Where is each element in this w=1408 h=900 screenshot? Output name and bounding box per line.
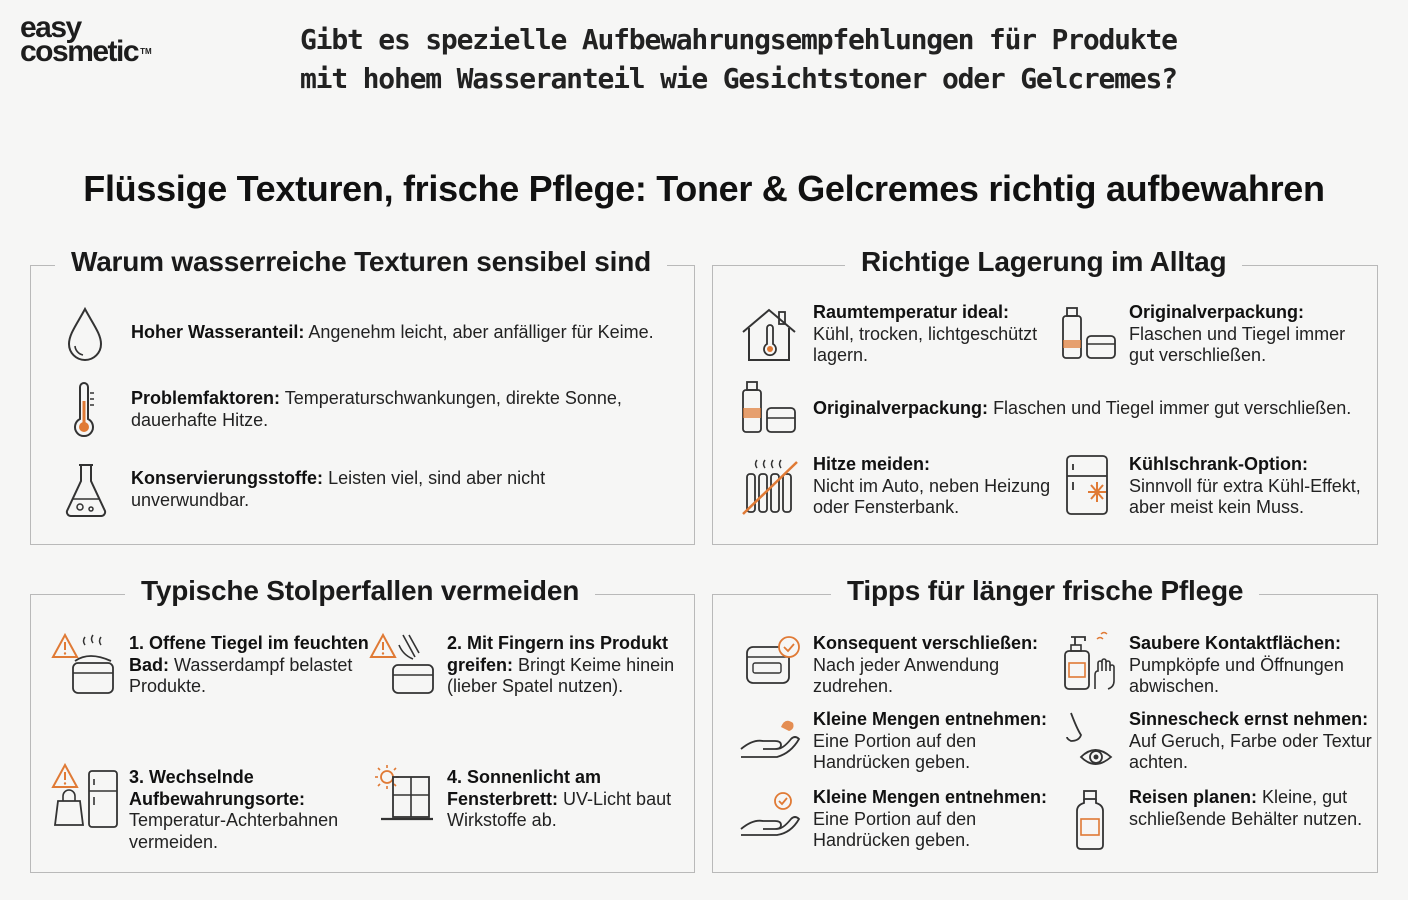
storage-item-room-temp <box>813 302 1053 367</box>
tip-item-text: Eine Portion auf den Handrücken geben. <box>813 808 977 850</box>
thermometer-icon <box>71 381 97 441</box>
why-item-water <box>131 322 691 344</box>
house-thermometer-icon <box>739 304 799 364</box>
question-line-1: Gibt es spezielle Aufbewahrungsempfehlungen für Produkte <box>300 23 1177 56</box>
storage-item-label: Hitze meiden: <box>813 454 931 474</box>
storage-item-packaging-2 <box>813 398 1373 420</box>
panel-pitfalls-title: Typische Stolperfallen vermeiden <box>125 575 595 607</box>
storage-item-label: Originalverpackung: <box>813 398 989 418</box>
storage-item-text: Flaschen und Tiegel immer gut verschließen. <box>1129 323 1346 365</box>
why-item-preservatives <box>131 468 591 511</box>
tip-item-senses <box>1129 709 1379 774</box>
brand-line-1: easy <box>20 11 81 44</box>
no-heater-icon <box>739 456 799 518</box>
tip-item-text: Auf Geruch, Farbe oder Textur achten. <box>1129 730 1372 772</box>
why-item-label: Hoher Wasseranteil: <box>131 322 305 342</box>
pitfall-item-label: 1. Offene Tiegel im feuchten Bad: <box>129 633 369 675</box>
pitfall-item-sunlight <box>447 767 687 832</box>
tip-item-text: Kleine, gut schließende Behälter nutzen. <box>1129 787 1363 829</box>
pump-hand-icon <box>1061 631 1119 693</box>
pitfall-item-text: UV-Licht baut Wirkstoffe ab. <box>447 788 672 830</box>
tip-item-text: Nach jeder Anwendung zudrehen. <box>813 654 1000 696</box>
sun-window-icon <box>373 763 435 825</box>
warning-finger-jar-icon <box>369 631 439 697</box>
bottle-jar-icon <box>739 378 799 436</box>
panel-storage <box>712 246 1378 545</box>
fridge-snowflake-icon <box>1063 454 1113 518</box>
panel-pitfalls <box>30 575 695 873</box>
tip-item-label: Reisen planen: <box>1129 787 1258 807</box>
tip-item-text: Pumpköpfe und Öffnungen abwischen. <box>1129 654 1344 696</box>
tip-item-label: Kleine Mengen entnehmen: <box>813 709 1048 729</box>
warning-open-jar-icon <box>51 631 121 697</box>
pitfall-item-label: 4. Sonnenlicht am Fensterbrett: <box>447 767 602 809</box>
pitfall-item-text: Wasserdampf belastet Produkte. <box>129 654 353 696</box>
travel-bottle-icon <box>1075 789 1105 851</box>
storage-item-text: Flaschen und Tiegel immer gut verschließen. <box>993 398 1352 418</box>
why-item-text: Angenehm leicht, aber anfälliger für Keime. <box>308 322 654 342</box>
question <box>300 20 1300 98</box>
tip-item-label: Sinnescheck ernst nehmen: <box>1129 709 1369 729</box>
storage-item-label: Originalverpackung: <box>1129 302 1305 322</box>
why-item-text: Leisten viel, sind aber nicht unverwundbar. <box>131 468 546 510</box>
storage-item-text: Sinnvoll für extra Kühl-Effekt, aber meist kein Muss. <box>1129 475 1361 517</box>
nose-eye-icon <box>1059 709 1125 771</box>
page-title: Flüssige Texturen, frische Pflege: Toner & Gelcremes richtig aufbewahren <box>83 168 1325 209</box>
tip-item-close <box>813 633 1053 698</box>
brand-logo <box>20 11 152 68</box>
pitfall-item-locations <box>129 767 369 853</box>
hand-cream-icon <box>739 713 803 759</box>
pitfall-item-text: Bringt Keime hinein (lieber Spatel nutzen). <box>447 654 675 696</box>
storage-item-heat <box>813 454 1053 519</box>
why-item-text: Temperaturschwankungen, direkte Sonne, dauerhafte Hitze. <box>131 388 622 430</box>
panel-tips <box>712 575 1378 873</box>
tip-item-label: Saubere Kontaktflächen: <box>1129 633 1342 653</box>
panel-storage-title: Richtige Lagerung im Alltag <box>845 246 1242 278</box>
question-line-2: mit hohem Wasseranteil wie Gesichtstoner oder Gelcremes? <box>300 62 1177 95</box>
why-item-label: Problemfaktoren: <box>131 388 281 408</box>
pitfall-item-label: 2. Mit Fingern ins Produkt greifen: <box>447 633 669 675</box>
pitfall-item-text: Temperatur-Achterbahnen vermeiden. <box>129 810 339 852</box>
storage-item-text: Kühl, trocken, lichtgeschützt lagern. <box>813 323 1038 365</box>
pitfall-item-label: 3. Wechselnde Aufbewahrungsorte: <box>129 767 306 809</box>
tip-item-text: Eine Portion auf den Handrücken geben. <box>813 730 977 772</box>
pitfall-item-fingers <box>447 633 687 698</box>
tip-item-clean <box>1129 633 1369 698</box>
tip-item-small-amounts-2 <box>813 787 1063 852</box>
bottle-jar-icon <box>1059 304 1119 362</box>
tip-item-travel <box>1129 787 1369 830</box>
storage-item-label: Raumtemperatur ideal: <box>813 302 1010 322</box>
tip-item-label: Kleine Mengen entnehmen: <box>813 787 1048 807</box>
pitfall-item-open-jar <box>129 633 369 698</box>
storage-item-fridge <box>1129 454 1369 519</box>
panel-why <box>30 246 695 545</box>
water-drop-icon <box>65 306 105 362</box>
trademark: TM <box>140 47 152 56</box>
panel-tips-title: Tipps für länger frische Pflege <box>831 575 1259 607</box>
storage-item-packaging-1 <box>1129 302 1369 367</box>
warning-bag-fridge-icon <box>51 763 121 831</box>
storage-item-label: Kühlschrank-Option: <box>1129 454 1308 474</box>
storage-item-text: Nicht im Auto, neben Heizung oder Fensterbank. <box>813 475 1051 517</box>
tip-item-label: Konsequent verschließen: <box>813 633 1039 653</box>
tip-item-small-amounts-1 <box>813 709 1063 774</box>
jar-check-icon <box>743 633 803 689</box>
why-item-label: Konservierungsstoffe: <box>131 468 324 488</box>
hand-check-icon <box>739 791 803 837</box>
why-item-factors <box>131 388 671 431</box>
brand-line-2: cosmetic <box>20 35 139 68</box>
flask-icon <box>63 461 109 519</box>
panel-why-title: Warum wasserreiche Texturen sensibel sind <box>55 246 667 278</box>
